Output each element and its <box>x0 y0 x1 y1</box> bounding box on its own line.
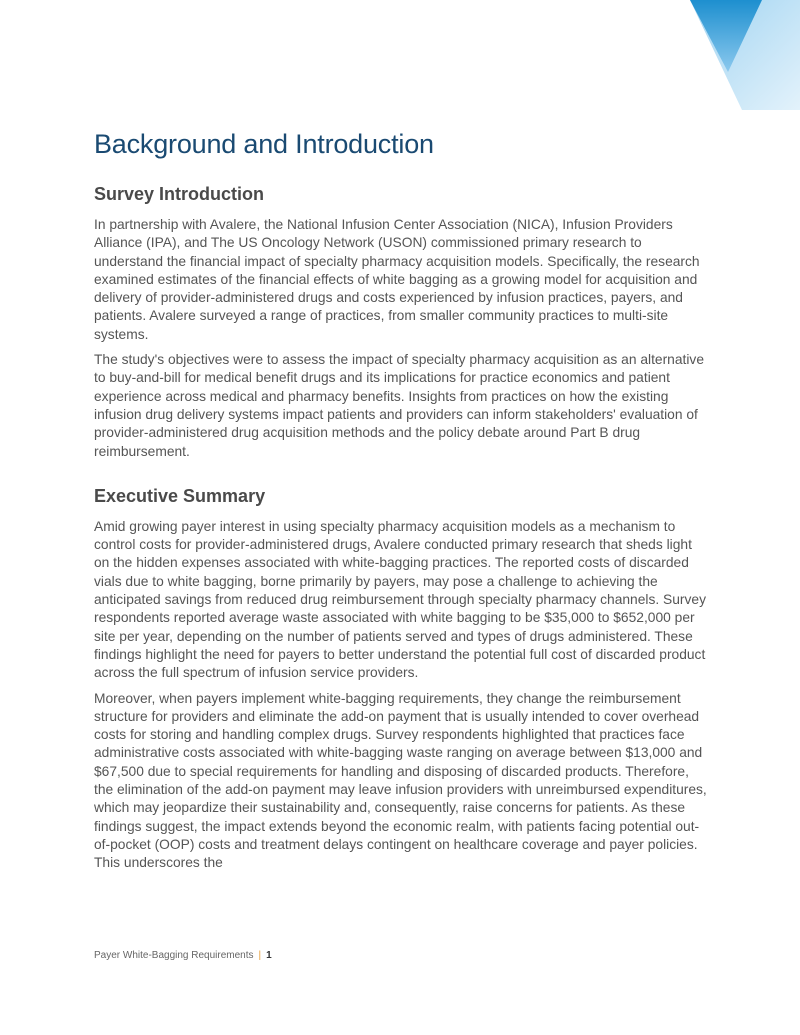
survey-introduction-heading: Survey Introduction <box>94 184 265 204</box>
page-title: Background and Introduction <box>94 129 434 159</box>
page-footer <box>94 950 272 961</box>
executive-summary-paragraph-2: Moreover, when payers implement white-bagging requirements, they change the reimbursement structure for providers and eliminate the add-on payment that is usually intended to cover overhead costs for storing and handling complex drugs. Survey respondents highlighted that practices face administrative costs associated with white-bagging waste ranging on average between $13,000 and $67,500 due to special requirements for handling and disposing of discarded products. Therefore, the elimination of the add-on payment may leave infusion providers with unreimbursed expenditures, which may jeopardize their sustainability and, consequently, raise concerns for patients. As these findings suggest, the impact extends beyond the economic realm, with patients facing potential out-of-pocket (OOP) costs and treatment delays contingent on healthcare coverage and payer policies. This underscores the <box>94 690 707 871</box>
corner-accent-graphic <box>690 0 800 110</box>
footer-doc-title: Payer White-Bagging Requirements <box>94 950 254 961</box>
page-content <box>94 126 710 873</box>
footer-separator: | <box>258 950 262 961</box>
page-number: 1 <box>266 950 272 961</box>
executive-summary-paragraph-1: Amid growing payer interest in using specialty pharmacy acquisition models as a mechanism to control costs for provider-administered drugs, Avalere conducted primary research that sheds light on the hidden expenses associated with white-bagging practices. The reported costs of discarded vials due to white bagging, borne primarily by payers, may pose a challenge to achieving the anticipated savings from reduced drug reimbursement through specialty pharmacy channels. Survey respondents reported average waste associated with white bagging to be $35,000 to $652,000 per site per year, depending on the number of patients served and types of drugs administered. These findings highlight the need for payers to better understand the potential full cost of discarded product across the full spectrum of infusion service providers. <box>94 518 706 681</box>
survey-intro-paragraph-1: In partnership with Avalere, the National Infusion Center Association (NICA), Infusion Providers Alliance (IPA), and The US Oncology Network (USON) commissioned primary research to understand the financial impact of specialty pharmacy acquisition models. Specifically, the research examined estimates of the financial effects of white bagging as a growing model for acquisition and delivery of provider-administered drugs and costs experienced by infusion practices, payers, and patients. Avalere surveyed a range of practices, from smaller community practices to multi-site systems. <box>94 217 700 342</box>
executive-summary-heading: Executive Summary <box>94 485 266 506</box>
survey-intro-paragraph-2: The study's objectives were to assess the impact of specialty pharmacy acquisition as an alternative to buy-and-bill for medical benefit drugs and its implications for practice economics and patient experience across medical and pharmacy benefits. Insights from practices on how the existing infusion drug delivery systems impact patients and providers can inform stakeholders' evaluation of provider-administered drug acquisition methods and the policy debate around Part B drug reimbursement. <box>94 352 704 459</box>
